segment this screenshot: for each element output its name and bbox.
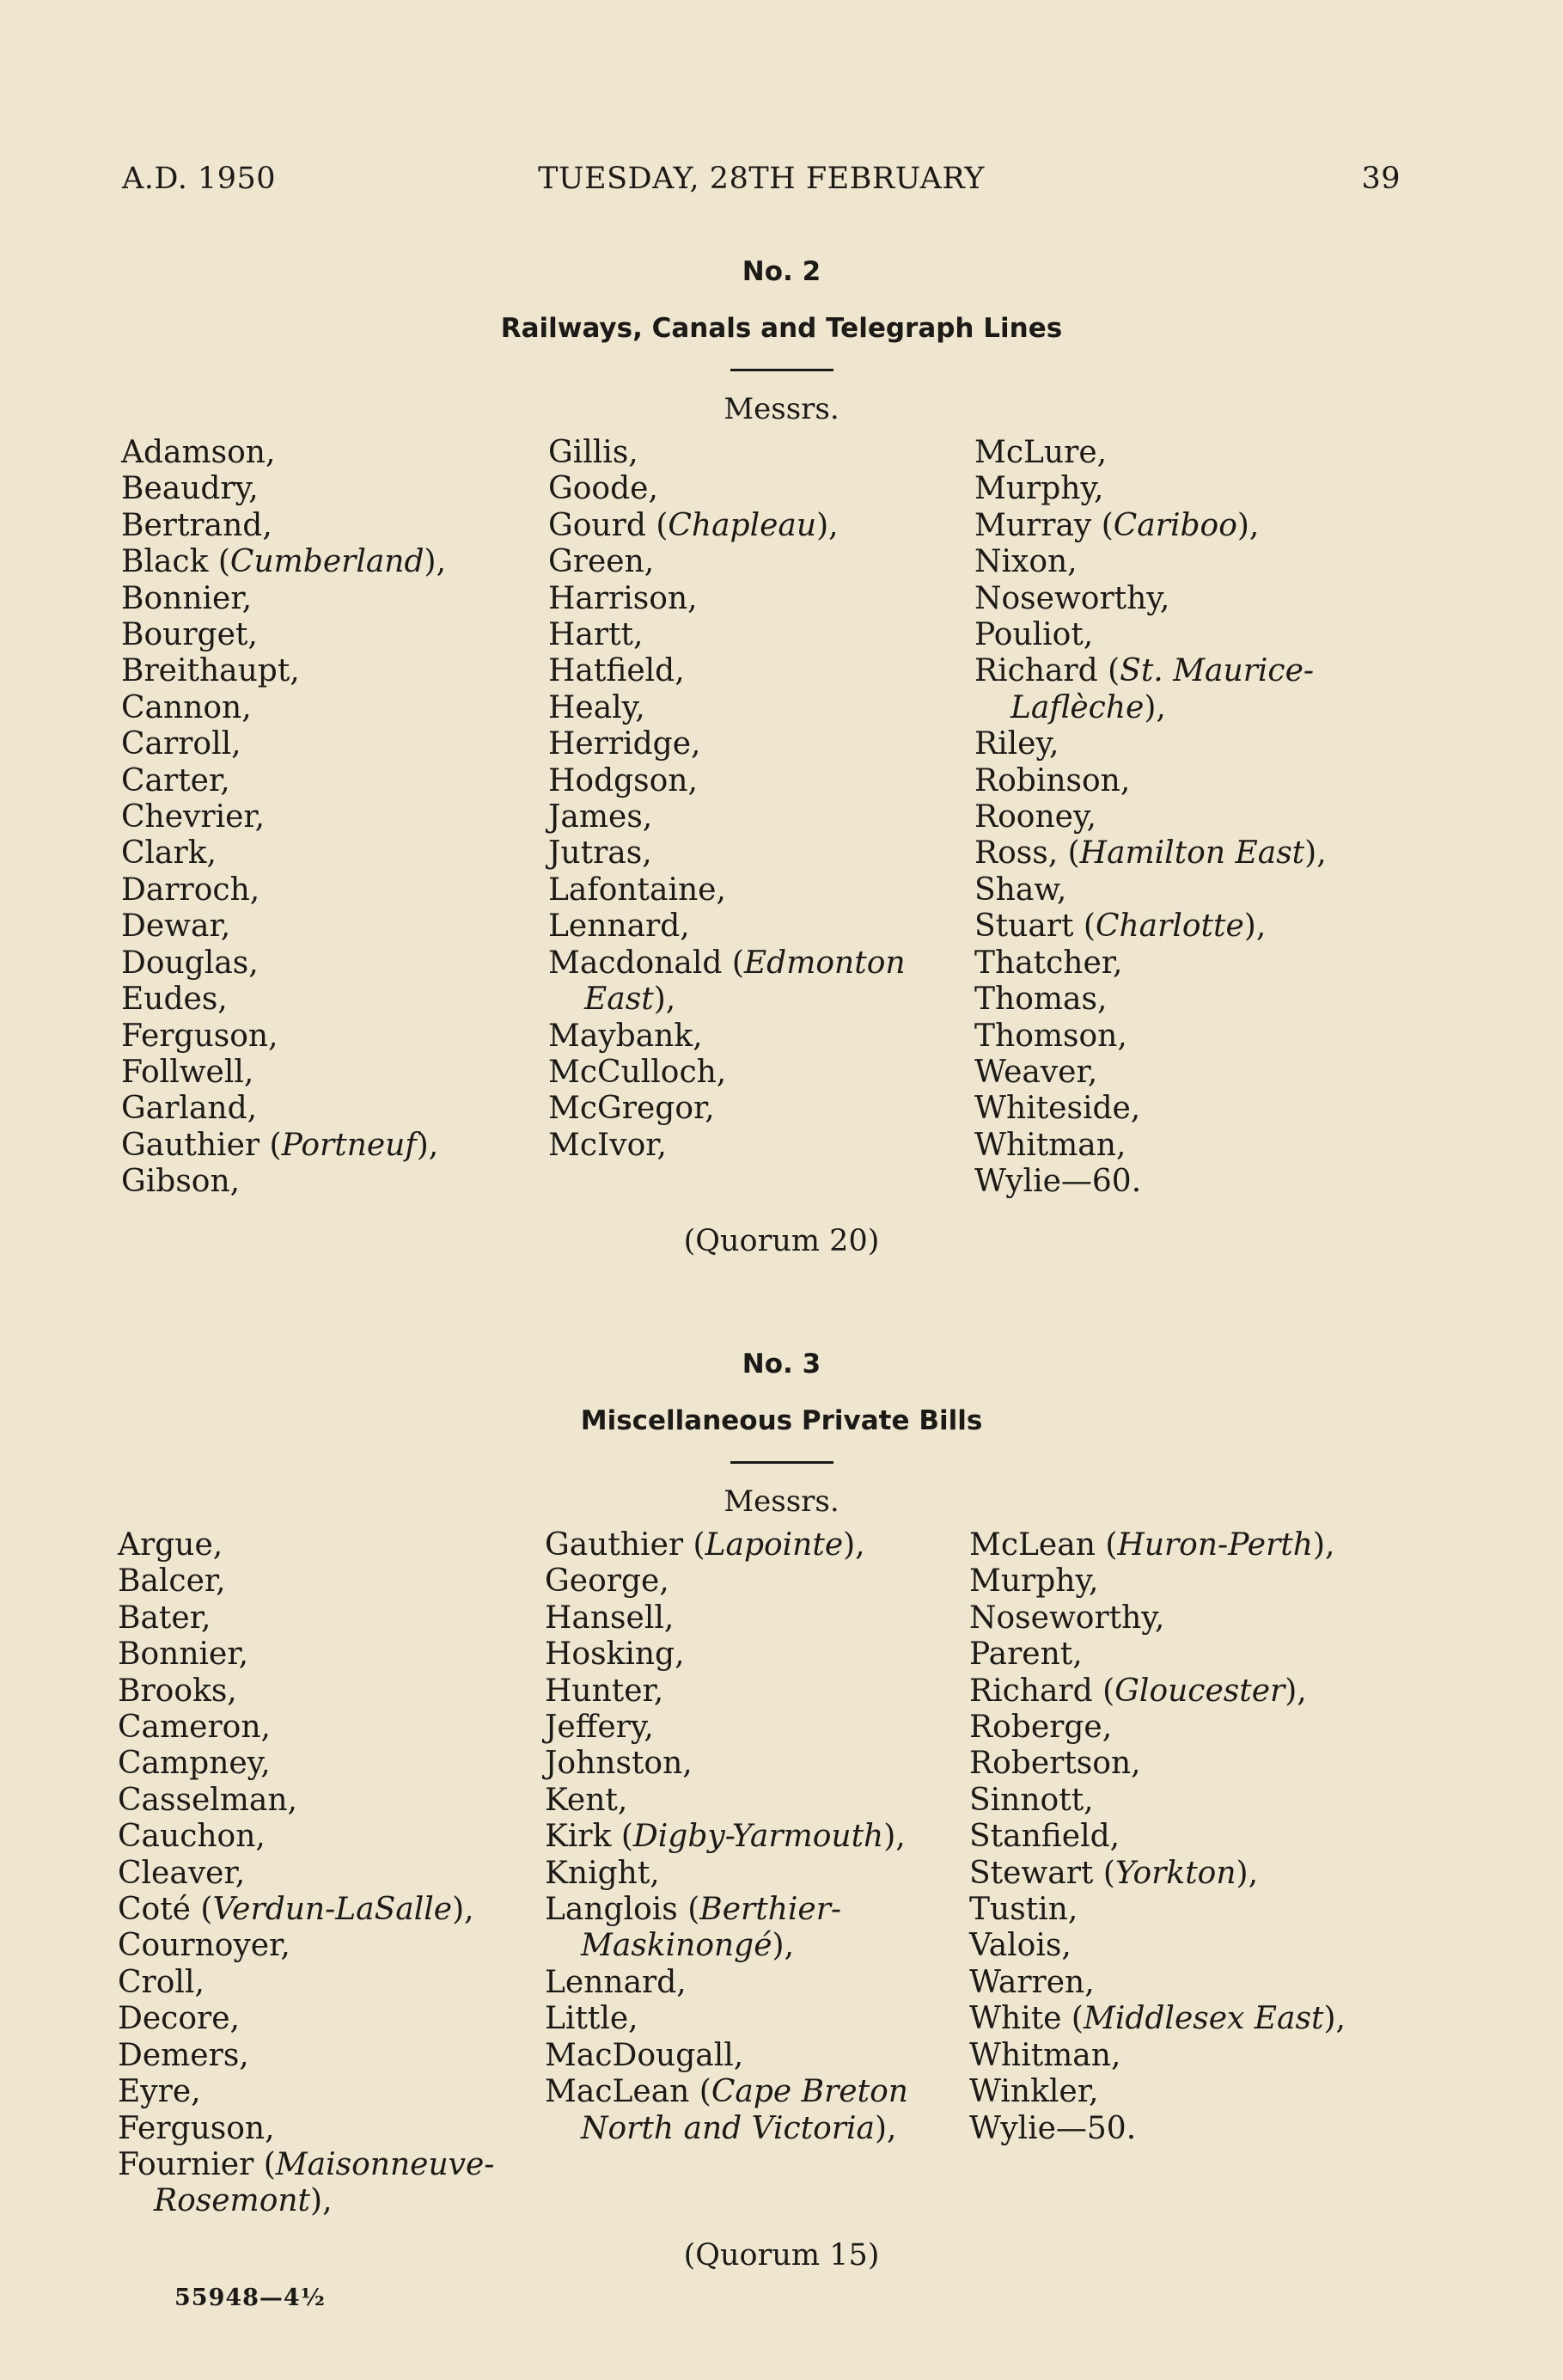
member-name: Black ( [121, 544, 230, 580]
member-entry [974, 1055, 1327, 1091]
member-name: Goode, [548, 471, 658, 507]
member-name: Bonnier, [118, 1637, 249, 1673]
committee-section [0, 254, 1563, 1208]
member-entry [545, 1783, 908, 1819]
riding-name: St. Maurice- [1120, 653, 1315, 689]
member-name: Hansell, [545, 1600, 675, 1636]
member-entry [121, 982, 446, 1018]
member-name: Healy, [548, 689, 645, 725]
member-entry [121, 435, 446, 471]
member-name: Bonnier, [121, 580, 253, 616]
member-name: George, [545, 1563, 669, 1600]
member-name: Murphy, [974, 471, 1104, 507]
member-entry [121, 909, 446, 945]
member-entry [545, 1819, 908, 1855]
riding-name: North and Victoria [581, 2110, 875, 2146]
member-name: Carter, [121, 762, 230, 798]
member-name: Warren, [969, 1964, 1095, 2000]
member-entry [545, 1892, 908, 1928]
entry-punctuation: ), [1312, 1527, 1335, 1563]
member-entry [118, 2001, 494, 2037]
member-entry [545, 2038, 908, 2074]
member-name: Lennard, [548, 909, 690, 945]
member-entry [118, 1783, 494, 1819]
member-entry [121, 945, 446, 982]
member-name: Robinson, [974, 762, 1131, 798]
member-name: Stanfield, [969, 1819, 1120, 1855]
committee-number: No. 2 [742, 256, 821, 287]
entry-punctuation: ), [843, 1527, 865, 1563]
member-entry [121, 872, 446, 909]
member-name: Eudes, [121, 982, 228, 1018]
riding-name: Maisonneuve- [275, 2146, 495, 2182]
member-entry [118, 1965, 494, 2001]
member-name: Nixon, [974, 544, 1078, 580]
member-name: Decore, [118, 2001, 240, 2037]
member-name: Thomas, [974, 982, 1108, 1018]
member-entry [545, 1928, 908, 1964]
member-entry [118, 2038, 494, 2074]
member-name: Langlois ( [545, 1892, 700, 1928]
member-entry [545, 2001, 908, 2037]
entry-punctuation: ), [874, 2110, 897, 2146]
member-entry [969, 1856, 1346, 1892]
member-name: Dewar, [121, 909, 231, 945]
member-name: Stewart ( [969, 1855, 1115, 1891]
member-entry [548, 1091, 906, 1127]
entry-punctuation: ), [1323, 2001, 1346, 2037]
salutation: Messrs. [723, 1484, 840, 1519]
member-name: Herridge, [548, 726, 701, 762]
member-name: Argue, [118, 1527, 223, 1563]
member-entry [548, 909, 906, 945]
member-name: Murphy, [969, 1563, 1099, 1600]
member-name: Murray ( [974, 507, 1114, 543]
member-column [974, 435, 1327, 1201]
member-entry [974, 617, 1327, 653]
member-name: Balcer, [118, 1563, 226, 1600]
member-entry [545, 1710, 908, 1746]
member-entry [548, 1128, 906, 1164]
member-columns [0, 1527, 1563, 2301]
member-name: Casselman, [118, 1782, 298, 1818]
member-entry [548, 835, 906, 872]
member-name: Chevrier, [121, 799, 266, 835]
entry-punctuation: ), [452, 1892, 474, 1928]
entry-punctuation: ), [416, 1127, 439, 1163]
member-column [545, 1527, 908, 2147]
member-name: Follwell, [121, 1054, 254, 1090]
member-name: Clark, [121, 835, 217, 872]
member-entry [969, 1710, 1346, 1746]
member-entry [121, 835, 446, 872]
member-entry [974, 544, 1327, 580]
member-entry [969, 1600, 1346, 1637]
member-name: Knight, [545, 1855, 660, 1891]
member-entry [121, 544, 446, 580]
member-entry [118, 1673, 494, 1710]
member-entry [969, 1892, 1346, 1928]
member-entry [548, 690, 906, 726]
section-rule [730, 1461, 833, 1464]
entry-punctuation: ), [816, 507, 839, 543]
committee-section [0, 1347, 1563, 2301]
member-entry [545, 1637, 908, 1673]
member-name: Hartt, [548, 617, 644, 653]
member-name: Gourd ( [548, 507, 669, 543]
member-name: Lennard, [545, 1964, 687, 2000]
member-name: Bertrand, [121, 507, 272, 543]
member-columns [0, 435, 1563, 1208]
page-number: 39 [1361, 162, 1401, 196]
member-entry [121, 471, 446, 507]
member-entry [969, 1783, 1346, 1819]
member-entry [121, 799, 446, 835]
member-name: Ross, ( [974, 835, 1080, 872]
member-name: Bater, [118, 1600, 211, 1636]
member-entry [548, 1055, 906, 1091]
member-entry [118, 2147, 494, 2183]
member-name: Gibson, [121, 1164, 241, 1200]
member-name: Gauthier ( [121, 1127, 282, 1163]
member-name: Shaw, [974, 872, 1067, 908]
member-name: Richard ( [969, 1673, 1115, 1709]
member-entry [974, 872, 1327, 909]
riding-name: Yorkton [1114, 1855, 1236, 1891]
member-entry [974, 982, 1327, 1018]
committee-number: No. 3 [742, 1349, 821, 1380]
member-entry [121, 763, 446, 799]
entry-punctuation: ), [310, 2183, 333, 2219]
member-entry [545, 1600, 908, 1637]
member-entry [974, 435, 1327, 471]
member-name: McCulloch, [548, 1054, 727, 1090]
member-entry [548, 653, 906, 689]
member-entry [974, 1164, 1327, 1200]
riding-name: Verdun-LaSalle [212, 1892, 453, 1928]
committee-name: Railways, Canals and Telegraph Lines [500, 313, 1063, 344]
member-name: Whitman, [974, 1127, 1126, 1163]
printer-signature: 55948—4½ [174, 2285, 326, 2311]
member-entry [974, 581, 1327, 617]
member-entry [121, 1091, 446, 1127]
member-name: Winkler, [969, 2074, 1099, 2110]
member-entry [548, 544, 906, 580]
riding-name: Chapleau [668, 507, 817, 543]
member-entry [548, 508, 906, 544]
member-name: Kent, [545, 1782, 628, 1818]
member-name: Carroll, [121, 726, 241, 762]
member-entry [969, 1563, 1346, 1600]
member-entry [545, 2111, 908, 2147]
member-entry [974, 1019, 1327, 1055]
member-name: Parent, [969, 1637, 1083, 1673]
member-name: Tustin, [969, 1892, 1078, 1928]
member-entry [545, 1673, 908, 1710]
member-name: James, [548, 799, 653, 835]
member-entry [121, 508, 446, 544]
member-name: Whiteside, [974, 1091, 1141, 1127]
riding-name: Edmonton [743, 945, 906, 981]
member-entry [545, 1965, 908, 2001]
member-entry [974, 763, 1327, 799]
riding-name: Cariboo [1113, 507, 1237, 543]
member-column [548, 435, 906, 1164]
member-name: Breithaupt, [121, 653, 300, 689]
member-entry [548, 872, 906, 909]
member-name: Demers, [118, 2037, 249, 2073]
riding-name: Rosemont [154, 2183, 311, 2219]
entry-punctuation: ), [1304, 835, 1327, 872]
member-entry [969, 1965, 1346, 2001]
member-name: Kirk ( [545, 1819, 633, 1855]
member-entry [548, 726, 906, 762]
member-name: Riley, [974, 726, 1059, 762]
member-name: Thatcher, [974, 945, 1123, 981]
member-name: Richard ( [974, 653, 1120, 689]
riding-name: Middlesex East [1083, 2001, 1324, 2037]
member-entry [121, 726, 446, 762]
member-name: McLure, [974, 435, 1108, 470]
member-name: Thomson, [974, 1018, 1127, 1054]
member-name: Jutras, [548, 835, 652, 872]
member-name: Macdonald ( [548, 945, 744, 981]
member-entry [545, 1563, 908, 1600]
entry-punctuation: ), [653, 982, 676, 1018]
riding-name: Portneuf [281, 1127, 417, 1163]
member-entry [969, 1928, 1346, 1964]
member-entry [969, 2074, 1346, 2110]
member-entry [118, 2183, 494, 2219]
member-entry [118, 1600, 494, 1637]
member-name: Bourget, [121, 617, 258, 653]
member-entry [118, 1637, 494, 1673]
riding-name: Berthier- [699, 1892, 842, 1928]
entry-punctuation: ), [1285, 1673, 1307, 1709]
member-entry [121, 1164, 446, 1200]
member-name: MacDougall, [545, 2037, 744, 2073]
member-name: Darroch, [121, 872, 260, 908]
member-entry [969, 2001, 1346, 2037]
member-entry [121, 1055, 446, 1091]
member-name: Harrison, [548, 580, 698, 616]
member-entry [974, 835, 1327, 872]
member-name: Sinnott, [969, 1782, 1094, 1818]
member-name: Rooney, [974, 799, 1096, 835]
member-name: Coté ( [118, 1892, 213, 1928]
member-entry [121, 1128, 446, 1164]
member-name: Fournier ( [118, 2146, 276, 2182]
member-entry [974, 726, 1327, 762]
member-column [969, 1527, 1346, 2147]
member-name: Campney, [118, 1746, 271, 1782]
member-name: Weaver, [974, 1054, 1098, 1090]
member-name: Hodgson, [548, 762, 698, 798]
member-entry [974, 508, 1327, 544]
member-name: Noseworthy, [969, 1600, 1165, 1636]
member-entry [121, 690, 446, 726]
member-entry [548, 581, 906, 617]
committee-name: Miscellaneous Private Bills [580, 1405, 983, 1436]
member-name: Hatfield, [548, 653, 685, 689]
member-entry [118, 1746, 494, 1782]
member-entry [548, 799, 906, 835]
member-entry [974, 799, 1327, 835]
member-entry [969, 2038, 1346, 2074]
member-entry [548, 435, 906, 471]
riding-name: Maskinongé [581, 1928, 772, 1964]
member-entry [545, 1527, 908, 1563]
salutation: Messrs. [723, 392, 840, 426]
member-entry [969, 1673, 1346, 1710]
member-entry [974, 471, 1327, 507]
member-name: Lafontaine, [548, 872, 726, 908]
member-entry [969, 1819, 1346, 1855]
member-entry [548, 982, 906, 1018]
riding-name: Laflèche [1010, 689, 1145, 725]
member-column [118, 1527, 494, 2220]
member-entry [548, 471, 906, 507]
running-head [122, 162, 1401, 201]
entry-punctuation: ), [424, 544, 447, 580]
member-name: McIvor, [548, 1127, 667, 1163]
member-entry [118, 1892, 494, 1928]
member-entry [118, 1928, 494, 1964]
member-name: Jeffery, [545, 1710, 654, 1746]
member-entry [121, 617, 446, 653]
member-entry [545, 2074, 908, 2110]
entry-punctuation: ), [1243, 909, 1267, 945]
member-entry [974, 690, 1327, 726]
riding-name: Digby-Yarmouth [632, 1819, 884, 1855]
member-name: Robertson, [969, 1746, 1141, 1782]
member-entry [969, 1527, 1346, 1563]
member-entry [545, 1856, 908, 1892]
member-name: Gillis, [548, 435, 638, 470]
member-name: Noseworthy, [974, 580, 1170, 616]
member-name: Garland, [121, 1091, 258, 1127]
member-name: White ( [969, 2001, 1084, 2037]
header-year: A.D. 1950 [122, 162, 277, 196]
entry-punctuation: ), [1236, 1855, 1259, 1891]
member-entry [969, 1637, 1346, 1673]
member-name: Wylie—50. [969, 2110, 1137, 2146]
member-entry [121, 581, 446, 617]
member-name: Stuart ( [974, 909, 1096, 945]
member-name: McGregor, [548, 1091, 715, 1127]
member-name: Adamson, [121, 435, 276, 470]
member-entry [974, 653, 1327, 689]
member-name: Beaudry, [121, 471, 259, 507]
section-rule [730, 369, 833, 371]
entry-punctuation: ), [1236, 507, 1260, 543]
entry-punctuation: ), [883, 1819, 906, 1855]
member-entry [118, 1563, 494, 1600]
member-name: Wylie—60. [974, 1164, 1142, 1200]
quorum: (Quorum 20) [683, 1224, 880, 1258]
riding-name: Hamilton East [1079, 835, 1305, 872]
riding-name: Huron-Perth [1117, 1527, 1313, 1563]
member-name: Cannon, [121, 689, 252, 725]
member-entry [545, 1746, 908, 1782]
member-name: MacLean ( [545, 2074, 711, 2110]
riding-name: Cumberland [229, 544, 424, 580]
member-entry [969, 2111, 1346, 2147]
member-entry [118, 1527, 494, 1563]
member-entry [548, 763, 906, 799]
member-name: Brooks, [118, 1673, 237, 1709]
member-entry [974, 909, 1327, 945]
member-name: Douglas, [121, 945, 259, 981]
member-name: Hunter, [545, 1673, 664, 1709]
member-name: Eyre, [118, 2074, 201, 2110]
member-name: Pouliot, [974, 617, 1094, 653]
member-name: Little, [545, 2001, 638, 2037]
member-entry [118, 1819, 494, 1855]
member-entry [974, 1128, 1327, 1164]
member-name: Cameron, [118, 1710, 271, 1746]
member-entry [548, 1019, 906, 1055]
entry-punctuation: ), [772, 1928, 795, 1964]
riding-name: Charlotte [1095, 909, 1244, 945]
member-entry [118, 2111, 494, 2147]
member-name: Roberge, [969, 1710, 1113, 1746]
member-entry [121, 653, 446, 689]
member-entry [118, 2074, 494, 2110]
riding-name: East [584, 982, 654, 1018]
header-date: TUESDAY, 28TH FEBRUARY [538, 162, 985, 196]
member-name: Cournoyer, [118, 1928, 290, 1964]
member-entry [974, 945, 1327, 982]
member-name: Gauthier ( [545, 1527, 705, 1563]
member-name: McLean ( [969, 1527, 1118, 1563]
member-entry [974, 1091, 1327, 1127]
member-entry [118, 1710, 494, 1746]
riding-name: Lapointe [705, 1527, 844, 1563]
member-entry [118, 1856, 494, 1892]
member-name: Croll, [118, 1964, 205, 2000]
member-name: Green, [548, 544, 655, 580]
member-name: Whitman, [969, 2037, 1121, 2073]
quorum: (Quorum 15) [683, 2238, 880, 2273]
entry-punctuation: ), [1144, 689, 1166, 725]
member-column [121, 435, 446, 1201]
member-name: Cleaver, [118, 1855, 246, 1891]
member-entry [548, 945, 906, 982]
member-name: Ferguson, [118, 2110, 275, 2146]
member-entry [121, 1019, 446, 1055]
member-name: Johnston, [545, 1746, 693, 1782]
member-entry [548, 617, 906, 653]
member-entry [969, 1746, 1346, 1782]
riding-name: Cape Breton [711, 2074, 908, 2110]
member-name: Valois, [969, 1928, 1072, 1964]
member-name: Ferguson, [121, 1018, 278, 1054]
member-name: Hosking, [545, 1637, 685, 1673]
member-name: Cauchon, [118, 1819, 266, 1855]
riding-name: Gloucester [1114, 1673, 1285, 1709]
member-name: Maybank, [548, 1018, 703, 1054]
